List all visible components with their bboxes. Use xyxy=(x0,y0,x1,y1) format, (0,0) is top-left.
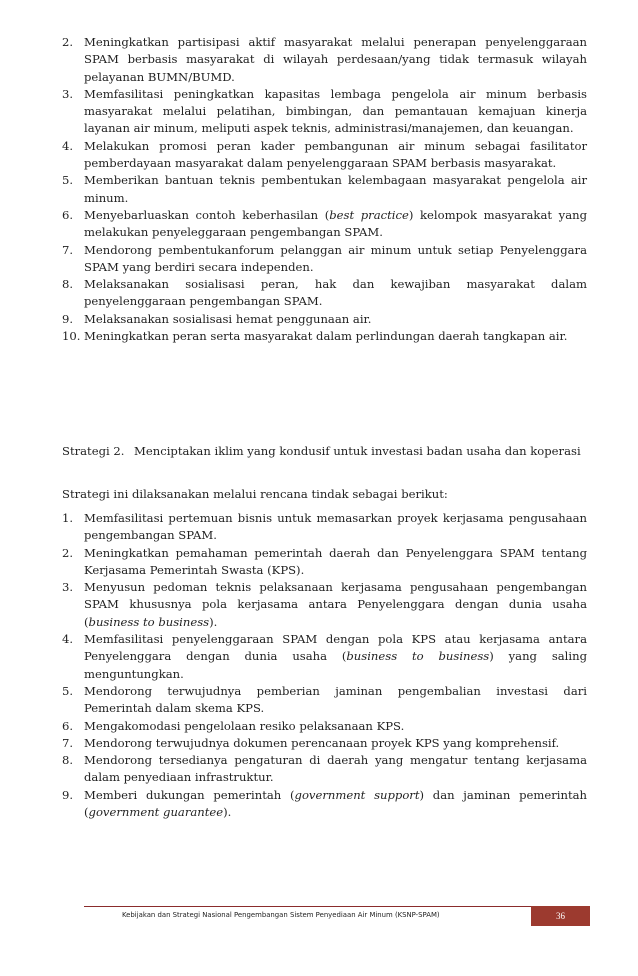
list-item xyxy=(62,311,587,328)
strategy-intro: Strategi ini dilaksanakan melalui rencana tindak sebagai berikut: xyxy=(62,487,448,501)
list-item xyxy=(62,545,587,580)
list-item xyxy=(62,683,587,718)
list-item xyxy=(62,787,587,822)
list-item-number: 6. xyxy=(62,718,74,733)
page-number: 36 xyxy=(531,906,590,926)
list-item-number: 2. xyxy=(62,545,74,560)
list-item-number: 6. xyxy=(62,207,74,222)
list-item-text: Mendorong tersedianya pengaturan di daerah yang mengatur tentang kerjasama dalam penyediaan infrastruktur. xyxy=(84,753,587,785)
list-item xyxy=(62,138,587,173)
list-item-text: Memfasilitasi peningkatkan kapasitas lembaga pengelola air minum berbasis masyarakat melalui pelatihan, bimbingan, dan pemantauan kemajuan kinerja layanan air minum, meliputi aspek teknis, administrasi/manajemen, dan keuangan. xyxy=(84,86,587,136)
list-item-number: 9. xyxy=(62,787,74,802)
text-segment: Memberi dukungan pemerintah ( xyxy=(84,787,295,802)
text-segment: ). xyxy=(223,805,232,820)
italic-term: government support xyxy=(294,787,420,802)
list-item-number: 1. xyxy=(62,511,74,525)
list-item-number: 3. xyxy=(62,580,74,595)
action-list-2 xyxy=(62,510,587,821)
text-segment: ). xyxy=(209,614,218,629)
list-item-number: 4. xyxy=(62,632,74,647)
list-item-text: Meningkatkan pemahaman pemerintah daerah dan Penyelenggara SPAM tentang Kerjasama Pemerintah Swasta (KPS). xyxy=(84,545,587,577)
list-item-text: Mendorong pembentukanforum pelanggan air minum untuk setiap Penyelenggara SPAM yang berdiri secara independen. xyxy=(84,242,587,274)
text-segment: ) dan jaminan pemerintah ( xyxy=(84,787,587,820)
list-item-text xyxy=(84,788,587,819)
list-item xyxy=(62,631,587,683)
list-item-text xyxy=(84,208,587,239)
text-segment: ) kelompok masyarakat yang melakukan penyeleggaraan pengembangan SPAM. xyxy=(84,207,587,240)
list-item-text: Melaksanakan sosialisasi peran, hak dan kewajiban masyarakat dalam penyelenggaraan pengembangan SPAM. xyxy=(84,277,587,309)
list-item-number: 4. xyxy=(62,138,74,153)
action-list-1 xyxy=(62,34,587,345)
list-item xyxy=(62,579,587,631)
italic-term: business to business xyxy=(346,649,490,664)
list-item-text: Meningkatkan partisipasi aktif masyarakat melalui penerapan penyelenggaraan SPAM berbasis masyarakat di wilayah perdesaan/yang tidak termasuk wilayah pelayanan BUMN/BUMD. xyxy=(84,35,587,84)
italic-term: government guarantee xyxy=(88,805,224,820)
list-item xyxy=(62,172,587,207)
list-item-text: Mengakomodasi pengelolaan resiko pelaksanaan KPS. xyxy=(84,718,405,733)
list-item xyxy=(62,718,587,735)
list-item-text: Mendorong terwujudnya pemberian jaminan pengembalian investasi dari Pemerintah dalam skema KPS. xyxy=(84,683,587,716)
footer-divider xyxy=(84,906,590,907)
list-item xyxy=(62,735,587,752)
text-segment: Menyusun pedoman teknis pelaksanaan kerjasama pengusahaan pengembangan SPAM khususnya pola kerjasama antara Penyelenggara dengan dunia usaha ( xyxy=(84,580,587,629)
list-item xyxy=(62,510,587,545)
list-item xyxy=(62,86,587,138)
list-item-text: Memfasilitasi pertemuan bisnis untuk memasarkan proyek kerjasama pengusahaan pengembangan SPAM. xyxy=(84,511,587,543)
text-segment: Menyebarluaskan contoh keberhasilan ( xyxy=(84,207,330,222)
list-item-number: 9. xyxy=(62,311,74,326)
list-item-number: 8. xyxy=(62,753,74,768)
list-item-number: 7. xyxy=(62,242,74,257)
list-item-number: 2. xyxy=(62,35,74,49)
list-item-number: 8. xyxy=(62,277,74,292)
footer-title: Kebijakan dan Strategi Nasional Pengembangan Sistem Penyediaan Air Minum (KSNP-SPAM) xyxy=(122,911,440,919)
list-item-text: Meningkatkan peran serta masyarakat dalam perlindungan daerah tangkapan air. xyxy=(84,329,568,344)
list-item-number: 10. xyxy=(62,329,81,344)
list-item-number: 5. xyxy=(62,683,74,698)
strategy-label: Strategi 2. xyxy=(62,444,125,458)
list-item xyxy=(62,276,587,311)
list-item xyxy=(62,242,587,277)
italic-term: best practice xyxy=(329,207,409,222)
list-item xyxy=(62,328,587,345)
list-item-number: 5. xyxy=(62,173,74,188)
list-item-text: Mendorong terwujudnya dokumen perencanaan proyek KPS yang komprehensif. xyxy=(84,735,560,750)
text-segment: Memfasilitasi penyelenggaraan SPAM dengan pola KPS atau kerjasama antara Penyelenggara dengan dunia usaha ( xyxy=(84,632,587,664)
text-segment: ) yang saling menguntungkan. xyxy=(84,649,587,681)
list-item xyxy=(62,34,587,86)
italic-term: business to business xyxy=(88,614,210,629)
list-item-text xyxy=(84,632,587,681)
list-item-number: 3. xyxy=(62,86,74,101)
strategy-title: Menciptakan iklim yang kondusif untuk investasi badan usaha dan koperasi xyxy=(134,444,581,458)
list-item xyxy=(62,207,587,242)
list-item-text: Melakukan promosi peran kader pembangunan air minum sebagai fasilitator pemberdayaan masyarakat dalam penyelenggaraan SPAM berbasis masyarakat. xyxy=(84,138,587,171)
strategy-heading xyxy=(62,443,587,460)
list-item-text: Melaksanakan sosialisasi hemat penggunaan air. xyxy=(84,311,372,326)
list-item xyxy=(62,752,587,787)
list-item-text xyxy=(84,580,587,629)
list-item-number: 7. xyxy=(62,735,74,750)
list-item-text: Memberikan bantuan teknis pembentukan kelembagaan masyarakat pengelola air minum. xyxy=(84,173,587,205)
